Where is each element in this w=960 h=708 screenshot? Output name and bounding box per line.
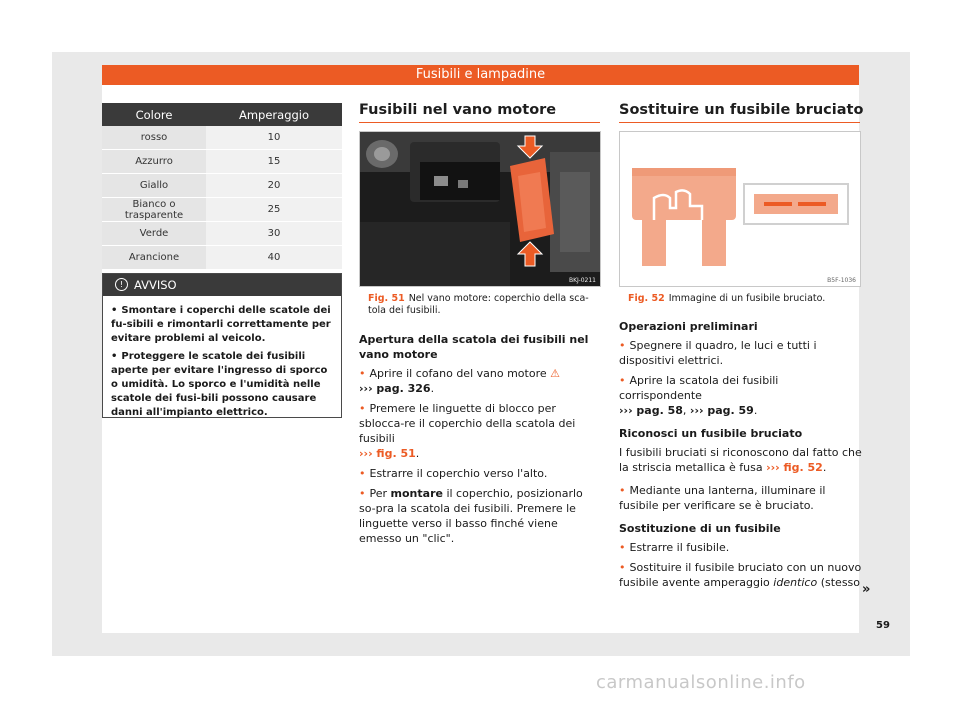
list-item: • Premere le linguette di blocco per sblocca-re il coperchio della scatola dei fusibili ››› fig. 51. xyxy=(359,402,576,460)
warning-list xyxy=(103,296,341,420)
table-row xyxy=(102,150,342,174)
table-row xyxy=(102,246,342,270)
list-item: • Aprire la scatola dei fusibili corrispondente ››› pag. 58, ››› pag. 59. xyxy=(619,374,779,417)
table-cell-amperage: 15 xyxy=(206,150,342,174)
figure-reference[interactable]: ››› fig. 51 xyxy=(359,447,416,460)
engine-instructions xyxy=(359,332,602,551)
step-tail: (stesso xyxy=(820,576,861,589)
section-title-engine: Fusibili nel vano motore xyxy=(359,102,557,118)
fuse-color-table xyxy=(102,103,342,270)
step-text: Spegnere il quadro, le luci e tutti i dispositivi elettrici. xyxy=(619,339,817,367)
list-item: • Mediante una lanterna, illuminare il fusibile per verificare se è bruciato. xyxy=(619,484,826,512)
punctuation: . xyxy=(415,447,420,460)
punctuation: . xyxy=(430,382,435,395)
subsection-title: Apertura della scatola dei fusibili nel vano motore xyxy=(359,333,589,361)
figure-blown-fuse xyxy=(619,131,861,287)
figure-code: BKJ-0211 xyxy=(568,277,596,284)
table-cell-color: Giallo xyxy=(102,174,206,198)
warning-title: AVVISO xyxy=(134,278,177,292)
blown-fuse-diagram xyxy=(620,132,860,286)
page-reference[interactable]: ››› pag. 326 xyxy=(359,382,431,395)
table-cell-color: Azzurro xyxy=(102,150,206,174)
engine-bay-photo xyxy=(360,132,600,286)
warning-triangle-icon: ⚠ xyxy=(550,367,560,380)
table-row xyxy=(102,126,342,150)
figure-number: Fig. 51 xyxy=(368,293,405,304)
table-header-colore: Colore xyxy=(102,103,206,126)
figure-engine-bay xyxy=(359,131,601,287)
punctuation: , xyxy=(682,404,687,417)
warning-item: • Proteggere le scatole dei fusibili aperte per evitare l'ingresso di sporco o umidità. Lo sporco e l'umidità nelle scatole dei fusi-bili possono causare danni all'impianto elettrico. xyxy=(111,351,328,418)
step-text: il coperchio, posizionarlo so-pra la scatola dei fusibili. Premere le linguette verso il basso finché viene emesso un "clic". xyxy=(359,487,583,545)
warning-box xyxy=(102,273,342,418)
figure-number: Fig. 52 xyxy=(628,293,665,304)
list-item: • Per montare il coperchio, posizionarlo so-pra la scatola dei fusibili. Premere le linguette verso il basso finché viene emesso un "clic". xyxy=(359,487,583,545)
list-item: • Spegnere il quadro, le luci e tutti i dispositivi elettrici. xyxy=(619,339,817,367)
step-text: Estrarre il fusibile. xyxy=(629,541,730,554)
step-pre: Per xyxy=(369,487,388,500)
table-cell-color: Verde xyxy=(102,222,206,246)
paragraph-text: I fusibili bruciati si riconoscono dal fatto che la striscia metallica è fusa xyxy=(619,446,862,474)
emphasis-text: identico xyxy=(773,576,818,589)
list-item: • Sostituire il fusibile bruciato con un nuovo fusibile avente amperaggio identico (stesso xyxy=(619,561,862,589)
step-keyword: montare xyxy=(390,487,443,500)
table-row xyxy=(102,198,342,222)
table-row xyxy=(102,174,342,198)
continuation-marker: » xyxy=(862,582,871,597)
warning-item-text: Proteggere le scatole dei fusibili aperte per evitare l'ingresso di sporco o umidità. Lo sporco e l'umidità nelle scatole dei fusi-bili possono causare danni all'impianto elettrico. xyxy=(111,351,328,418)
figure-caption-text: Nel vano motore: coperchio della sca-tola dei fusibili. xyxy=(368,293,589,316)
page-reference[interactable]: ››› pag. 59 xyxy=(689,404,754,417)
section-title-replace: Sostituire un fusibile bruciato xyxy=(619,102,864,118)
chapter-banner: Fusibili e lampadine xyxy=(102,65,859,85)
table-header-amperaggio: Amperaggio xyxy=(206,103,342,126)
step-text: Mediante una lanterna, illuminare il fusibile per verificare se è bruciato. xyxy=(619,484,826,512)
step-text: Sostituire il fusibile bruciato con un nuovo fusibile avente amperaggio xyxy=(619,561,862,589)
subsection-title: Operazioni preliminari xyxy=(619,320,758,333)
watermark: carmanualsonline.info xyxy=(596,672,806,693)
warning-item: • Smontare i coperchi delle scatole dei fu-sibili e rimontarli correttamente per evitare problemi al veicolo. xyxy=(111,305,331,344)
replace-instructions xyxy=(619,319,862,595)
step-text: Premere le linguette di blocco per sblocca-re il coperchio della scatola dei fusibili xyxy=(359,402,576,445)
subsection-title: Sostituzione di un fusibile xyxy=(619,522,781,535)
warning-header xyxy=(103,274,341,296)
page-reference[interactable]: ››› pag. 58 xyxy=(619,404,683,417)
list-item: • Aprire il cofano del vano motore ⚠ ››› pag. 326. xyxy=(359,367,560,395)
step-text: Aprire il cofano del vano motore xyxy=(369,367,547,380)
table-cell-color: Bianco o trasparente xyxy=(102,198,206,222)
figure-reference[interactable]: ››› fig. 52 xyxy=(766,461,823,474)
table-cell-amperage: 20 xyxy=(206,174,342,198)
figure-code: B5F-1036 xyxy=(827,277,856,284)
table-cell-amperage: 40 xyxy=(206,246,342,270)
section-title-rule xyxy=(359,122,600,123)
figure-caption xyxy=(628,293,860,305)
punctuation: . xyxy=(822,461,827,474)
section-title-rule xyxy=(619,122,860,123)
table-cell-amperage: 30 xyxy=(206,222,342,246)
step-text: Aprire la scatola dei fusibili corrispondente xyxy=(619,374,779,402)
table-cell-amperage: 10 xyxy=(206,126,342,150)
paragraph xyxy=(619,445,862,475)
step-text: Estrarre il coperchio verso l'alto. xyxy=(369,467,548,480)
table-cell-color: rosso xyxy=(102,126,206,150)
list-item: • Estrarre il coperchio verso l'alto. xyxy=(359,467,548,480)
punctuation: . xyxy=(753,404,758,417)
warning-item-text: Smontare i coperchi delle scatole dei fu-sibili e rimontarli correttamente per evitare problemi al veicolo. xyxy=(111,305,331,344)
exclamation-circle-icon: ! xyxy=(115,278,128,291)
subsection-title: Riconosci un fusibile bruciato xyxy=(619,427,803,440)
list-item: • Estrarre il fusibile. xyxy=(619,541,730,554)
table-header-row xyxy=(102,103,342,126)
table-cell-amperage: 25 xyxy=(206,198,342,222)
table-cell-color: Arancione xyxy=(102,246,206,270)
table-row xyxy=(102,222,342,246)
page-number: 59 xyxy=(876,620,890,631)
figure-caption xyxy=(368,293,600,317)
figure-caption-text: Immagine di un fusibile bruciato. xyxy=(668,293,826,304)
